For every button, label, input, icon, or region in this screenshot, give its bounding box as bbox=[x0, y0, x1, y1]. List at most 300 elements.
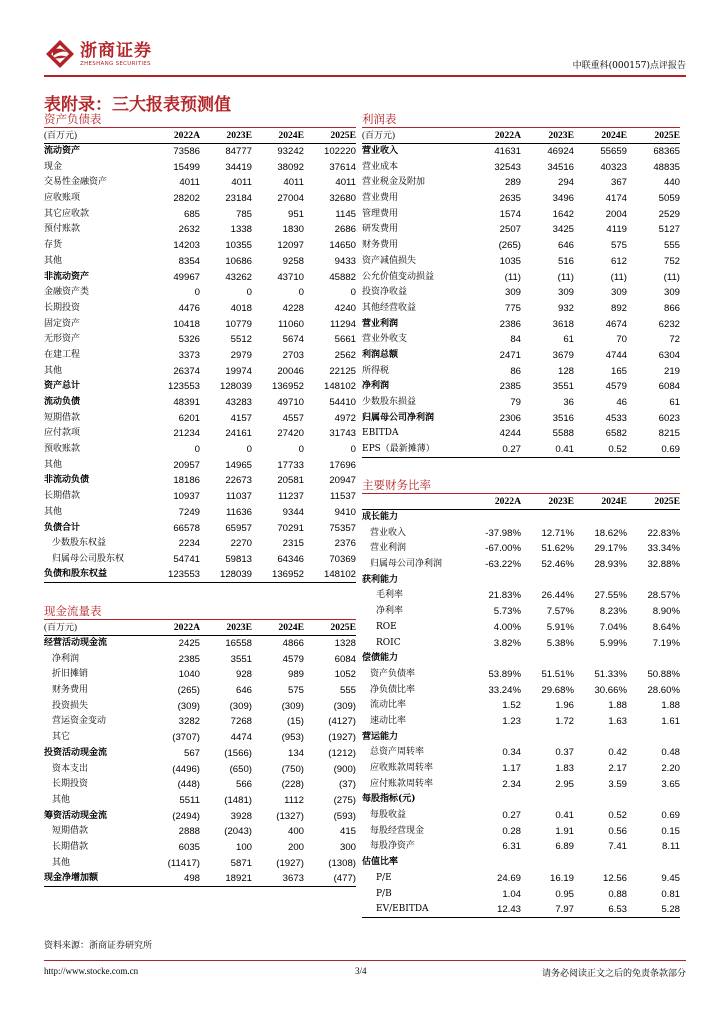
value-cell: 75357 bbox=[329, 522, 356, 534]
value-cell: (2043) bbox=[224, 826, 252, 838]
value-cell: 4011 bbox=[335, 177, 356, 189]
value-cell: 2979 bbox=[230, 349, 252, 361]
value-cell: 2888 bbox=[178, 826, 200, 838]
row-label: 筹资活动现金流 bbox=[44, 810, 108, 821]
value-cell: 4011 bbox=[231, 177, 252, 189]
value-cell: 26.44% bbox=[541, 590, 574, 602]
row-label: 净负债比率 bbox=[370, 684, 416, 695]
table-header-row bbox=[362, 494, 680, 510]
year-header: 2022A bbox=[494, 496, 521, 508]
value-cell: -37.98% bbox=[485, 527, 521, 539]
table-row bbox=[44, 871, 356, 887]
value-cell: 7249 bbox=[178, 506, 200, 518]
value-cell: 68365 bbox=[653, 146, 680, 158]
value-cell: 10937 bbox=[173, 491, 200, 503]
value-cell: 5588 bbox=[552, 428, 574, 440]
value-cell: 8.90% bbox=[652, 606, 680, 618]
table-row bbox=[362, 525, 680, 541]
value-cell: 10418 bbox=[173, 318, 200, 330]
value-cell: 100 bbox=[235, 841, 252, 853]
value-cell: 27.55% bbox=[594, 590, 627, 602]
page-number: 3/4 bbox=[355, 966, 367, 976]
value-cell: 12.43 bbox=[496, 903, 521, 915]
row-label: 净利润 bbox=[362, 381, 390, 392]
value-cell bbox=[468, 572, 521, 588]
value-cell: (750) bbox=[281, 763, 304, 775]
value-cell: 26374 bbox=[173, 365, 200, 377]
value-cell: 2425 bbox=[178, 638, 200, 650]
value-cell bbox=[574, 651, 627, 667]
value-cell: 5511 bbox=[179, 794, 200, 806]
table-row bbox=[44, 855, 356, 871]
value-cell: 0 bbox=[194, 287, 200, 299]
row-label: 交易性金融资产 bbox=[44, 177, 108, 188]
row-label: 金融资产类 bbox=[44, 287, 90, 298]
table-row bbox=[44, 238, 356, 254]
value-cell: 6023 bbox=[658, 412, 680, 424]
cash-flow-title: 现金流量表 bbox=[44, 603, 356, 620]
value-cell: 0.15 bbox=[661, 825, 680, 837]
year-header: 2024E bbox=[601, 130, 627, 142]
value-cell: 5.28 bbox=[661, 903, 680, 915]
value-cell: 11294 bbox=[330, 318, 356, 330]
table-header-row bbox=[44, 620, 356, 636]
value-cell: (265) bbox=[498, 240, 521, 252]
report-reference: 中联重科(000157)点评报告 bbox=[572, 61, 686, 71]
value-cell: 0.95 bbox=[555, 888, 574, 900]
value-cell: 4228 bbox=[282, 302, 304, 314]
value-cell: 1.88 bbox=[608, 700, 627, 712]
value-cell: 20947 bbox=[329, 475, 356, 487]
value-cell: (15) bbox=[286, 716, 304, 728]
value-cell bbox=[521, 792, 574, 808]
table-row bbox=[362, 745, 680, 761]
value-cell: 0.88 bbox=[608, 888, 627, 900]
row-label: 在建工程 bbox=[44, 349, 81, 360]
year-header: 2025E bbox=[654, 496, 680, 508]
row-label: 非流动资产 bbox=[44, 271, 90, 282]
value-cell: 36 bbox=[563, 397, 574, 409]
value-cell: 30.66% bbox=[594, 684, 627, 696]
table-row bbox=[362, 541, 680, 557]
value-cell: 11237 bbox=[278, 491, 304, 503]
value-cell: -67.00% bbox=[485, 543, 521, 555]
value-cell: 66578 bbox=[173, 522, 200, 534]
value-cell: 7.04% bbox=[599, 621, 627, 633]
table-row bbox=[362, 667, 680, 683]
value-cell: 8.23% bbox=[599, 606, 627, 618]
table-row bbox=[44, 363, 356, 379]
value-cell: (953) bbox=[281, 732, 304, 744]
row-label: 应收账款周转率 bbox=[370, 763, 434, 774]
value-cell bbox=[627, 510, 680, 526]
ratios-title: 主要财务比率 bbox=[362, 477, 680, 494]
value-cell: 9433 bbox=[334, 255, 356, 267]
value-cell: 2507 bbox=[499, 224, 521, 236]
table-row bbox=[362, 620, 680, 636]
table-row bbox=[362, 729, 680, 745]
value-cell: 40323 bbox=[600, 161, 627, 173]
table-row bbox=[362, 557, 680, 573]
table-row bbox=[362, 682, 680, 698]
value-cell: 1.72 bbox=[555, 715, 574, 727]
table-row bbox=[44, 840, 356, 856]
value-cell: 1328 bbox=[334, 638, 356, 650]
value-cell: 7.41 bbox=[608, 841, 627, 853]
value-cell: 51.62% bbox=[541, 543, 574, 555]
row-label: 短期借款 bbox=[52, 826, 89, 837]
value-cell: 6084 bbox=[334, 653, 356, 665]
value-cell: 3618 bbox=[552, 318, 574, 330]
value-cell: 165 bbox=[610, 365, 627, 377]
value-cell: 21234 bbox=[173, 428, 200, 440]
row-label: 折旧摊销 bbox=[52, 669, 89, 680]
value-cell: (265) bbox=[177, 685, 200, 697]
table-row bbox=[362, 588, 680, 604]
table-row bbox=[44, 175, 356, 191]
value-cell: 0.52 bbox=[608, 810, 627, 822]
value-cell: 2385 bbox=[499, 381, 521, 393]
value-cell: 46924 bbox=[547, 146, 574, 158]
value-cell: 0 bbox=[246, 287, 252, 299]
value-cell: 1052 bbox=[334, 669, 356, 681]
value-cell: 5674 bbox=[282, 334, 304, 346]
row-label: 少数股东权益 bbox=[52, 538, 107, 549]
row-label: 偿债能力 bbox=[362, 653, 399, 664]
table-row bbox=[44, 552, 356, 568]
table-row bbox=[44, 457, 356, 473]
value-cell: 123553 bbox=[167, 569, 200, 581]
value-cell: 516 bbox=[557, 255, 574, 267]
table-row bbox=[362, 714, 680, 730]
cash-flow-table bbox=[44, 620, 356, 887]
footer-divider bbox=[44, 960, 686, 961]
value-cell: 148102 bbox=[323, 381, 356, 393]
table-row bbox=[44, 426, 356, 442]
value-cell: 3373 bbox=[178, 349, 200, 361]
table-row bbox=[44, 520, 356, 536]
value-cell: 9258 bbox=[282, 255, 304, 267]
value-cell: 73586 bbox=[173, 146, 200, 158]
value-cell: 8354 bbox=[178, 255, 200, 267]
value-cell: 10779 bbox=[225, 318, 252, 330]
value-cell: 0.81 bbox=[661, 888, 680, 900]
value-cell: (309) bbox=[333, 700, 356, 712]
value-cell: (900) bbox=[333, 763, 356, 775]
year-header: 2023E bbox=[548, 496, 574, 508]
value-cell: 17696 bbox=[329, 459, 356, 471]
row-label: 经营活动现金流 bbox=[44, 638, 108, 649]
table-row bbox=[362, 206, 680, 222]
row-label: ROIC bbox=[376, 637, 401, 648]
row-label: 投资净收益 bbox=[362, 287, 408, 298]
table-row bbox=[44, 144, 356, 160]
value-cell: 17733 bbox=[277, 459, 304, 471]
value-cell: 3673 bbox=[282, 873, 304, 885]
value-cell bbox=[627, 855, 680, 871]
value-cell: 2.34 bbox=[502, 778, 521, 790]
value-cell: 27004 bbox=[277, 193, 304, 205]
row-label: 营运资金变动 bbox=[52, 716, 107, 727]
value-cell: 24.69 bbox=[496, 872, 521, 884]
value-cell: 12.71% bbox=[541, 527, 574, 539]
value-cell: 11037 bbox=[226, 491, 252, 503]
value-cell: 2632 bbox=[178, 224, 200, 236]
value-cell bbox=[574, 510, 627, 526]
value-cell: 892 bbox=[610, 302, 627, 314]
value-cell: 0.34 bbox=[502, 747, 521, 759]
row-label: 负债合计 bbox=[44, 522, 81, 533]
value-cell: 49967 bbox=[173, 271, 200, 283]
value-cell: 646 bbox=[557, 240, 574, 252]
row-label: P/E bbox=[376, 872, 392, 883]
value-cell: 22.83% bbox=[647, 527, 680, 539]
value-cell: 14203 bbox=[173, 240, 200, 252]
value-cell bbox=[574, 572, 627, 588]
value-cell: 21.83% bbox=[488, 590, 521, 602]
unit-label: (百万元) bbox=[362, 130, 395, 141]
year-header: 2023E bbox=[226, 130, 252, 142]
value-cell: 2471 bbox=[499, 349, 521, 361]
value-cell: 86 bbox=[510, 365, 521, 377]
value-cell bbox=[627, 651, 680, 667]
value-cell: 136952 bbox=[271, 569, 304, 581]
value-cell: 0.56 bbox=[608, 825, 627, 837]
value-cell: 0.42 bbox=[608, 747, 627, 759]
data-source-note: 资料来源：浙商证券研究所 bbox=[44, 941, 153, 951]
value-cell: 12097 bbox=[277, 240, 304, 252]
value-cell: 12.56 bbox=[602, 872, 627, 884]
website-link[interactable]: http://www.stocke.com.cn bbox=[44, 966, 139, 976]
value-cell: 10355 bbox=[225, 240, 252, 252]
row-label: 研发费用 bbox=[362, 224, 399, 235]
table-row bbox=[44, 698, 356, 714]
value-cell: 2.20 bbox=[661, 763, 680, 775]
value-cell: 1040 bbox=[178, 669, 200, 681]
value-cell: 11537 bbox=[330, 491, 356, 503]
row-label: 资产负债率 bbox=[370, 668, 416, 679]
value-cell: (4496) bbox=[172, 763, 200, 775]
row-label: 预付账款 bbox=[44, 224, 81, 235]
value-cell: 38092 bbox=[277, 161, 304, 173]
value-cell: 4674 bbox=[605, 318, 627, 330]
value-cell: 33.24% bbox=[488, 684, 521, 696]
row-label: 营业成本 bbox=[362, 161, 399, 172]
value-cell: 775 bbox=[504, 302, 521, 314]
value-cell: 6084 bbox=[658, 381, 680, 393]
table-row bbox=[362, 510, 680, 526]
row-label: 净利率 bbox=[376, 606, 404, 617]
table-row bbox=[362, 808, 680, 824]
value-cell: 646 bbox=[235, 685, 252, 697]
value-cell: 15499 bbox=[173, 161, 200, 173]
table-row bbox=[44, 730, 356, 746]
row-label: 长期投资 bbox=[44, 302, 81, 313]
value-cell bbox=[521, 510, 574, 526]
value-cell: 79 bbox=[510, 397, 521, 409]
value-cell: 6232 bbox=[658, 318, 680, 330]
value-cell: 93242 bbox=[277, 146, 304, 158]
value-cell: 0.52 bbox=[608, 443, 627, 455]
table-row bbox=[44, 301, 356, 317]
table-row bbox=[44, 254, 356, 270]
value-cell: 3.65 bbox=[661, 778, 680, 790]
table-row bbox=[44, 651, 356, 667]
value-cell: 1.23 bbox=[502, 715, 521, 727]
value-cell: 4866 bbox=[282, 638, 304, 650]
value-cell: 5127 bbox=[658, 224, 680, 236]
value-cell: 2529 bbox=[658, 208, 680, 220]
value-cell: 7.97 bbox=[555, 903, 574, 915]
table-row bbox=[44, 683, 356, 699]
row-label: 其他 bbox=[52, 857, 71, 868]
value-cell bbox=[574, 792, 627, 808]
value-cell: 65957 bbox=[225, 522, 252, 534]
row-label: 估值比率 bbox=[362, 857, 399, 868]
value-cell: 84 bbox=[510, 334, 521, 346]
value-cell: (650) bbox=[229, 763, 252, 775]
value-cell: 498 bbox=[183, 873, 200, 885]
value-cell: 7.57% bbox=[546, 606, 574, 618]
table-row bbox=[44, 285, 356, 301]
value-cell: 7.19% bbox=[652, 637, 680, 649]
value-cell: 309 bbox=[610, 287, 627, 299]
value-cell: (11417) bbox=[167, 857, 200, 869]
row-label: P/B bbox=[376, 888, 392, 899]
row-label: 流动资产 bbox=[44, 146, 81, 157]
table-row bbox=[44, 824, 356, 840]
value-cell: 3.59 bbox=[608, 778, 627, 790]
table-header-row bbox=[362, 128, 680, 144]
table-row bbox=[44, 395, 356, 411]
value-cell: 785 bbox=[235, 208, 252, 220]
table-row bbox=[362, 144, 680, 160]
value-cell: 51.33% bbox=[594, 668, 627, 680]
row-label: 资产总计 bbox=[44, 381, 81, 392]
value-cell: 566 bbox=[235, 779, 252, 791]
table-row bbox=[44, 667, 356, 683]
row-label: 营运能力 bbox=[362, 731, 399, 742]
value-cell: (1308) bbox=[328, 857, 356, 869]
row-label: 所得税 bbox=[362, 365, 390, 376]
table-row bbox=[362, 222, 680, 238]
value-cell: 43710 bbox=[277, 271, 304, 283]
balance-sheet-title: 资产负债表 bbox=[44, 111, 356, 128]
value-cell: (1927) bbox=[328, 732, 356, 744]
value-cell: 0.69 bbox=[661, 443, 680, 455]
value-cell: 300 bbox=[339, 841, 356, 853]
table-row bbox=[362, 839, 680, 855]
value-cell: 3551 bbox=[552, 381, 574, 393]
table-row bbox=[44, 332, 356, 348]
value-cell bbox=[627, 792, 680, 808]
table-row bbox=[44, 777, 356, 793]
table-row bbox=[44, 567, 356, 583]
value-cell: 575 bbox=[287, 685, 304, 697]
value-cell: 400 bbox=[287, 826, 304, 838]
value-cell: 555 bbox=[339, 685, 356, 697]
value-cell: 32680 bbox=[329, 193, 356, 205]
value-cell bbox=[521, 572, 574, 588]
value-cell: 61 bbox=[669, 397, 680, 409]
row-label: 投资活动现金流 bbox=[44, 747, 108, 758]
table-row bbox=[362, 651, 680, 667]
row-label: 应收账项 bbox=[44, 193, 81, 204]
value-cell bbox=[627, 729, 680, 745]
value-cell: 2385 bbox=[178, 653, 200, 665]
value-cell: 29.68% bbox=[541, 684, 574, 696]
value-cell: 1.83 bbox=[555, 763, 574, 775]
row-label: 负债和股东权益 bbox=[44, 569, 108, 580]
table-row bbox=[44, 269, 356, 285]
table-row bbox=[362, 855, 680, 871]
table-row bbox=[362, 698, 680, 714]
page-header bbox=[44, 36, 686, 76]
value-cell: 27420 bbox=[277, 428, 304, 440]
value-cell: 2686 bbox=[334, 224, 356, 236]
value-cell: 5.91% bbox=[546, 621, 574, 633]
value-cell: 2270 bbox=[230, 538, 252, 550]
table-row bbox=[362, 301, 680, 317]
value-cell: 102220 bbox=[323, 146, 356, 158]
value-cell: 4244 bbox=[499, 428, 521, 440]
value-cell: 64346 bbox=[277, 553, 304, 565]
value-cell: 11636 bbox=[226, 506, 252, 518]
value-cell: 1.96 bbox=[555, 700, 574, 712]
logo-mark-icon bbox=[44, 38, 76, 70]
value-cell: 7268 bbox=[230, 716, 252, 728]
value-cell: 555 bbox=[663, 240, 680, 252]
table-row bbox=[362, 395, 680, 411]
row-label: 现金 bbox=[44, 161, 63, 172]
table-row bbox=[362, 254, 680, 270]
table-row bbox=[44, 442, 356, 458]
value-cell: 84777 bbox=[225, 146, 252, 158]
value-cell: 0 bbox=[298, 287, 304, 299]
value-cell bbox=[468, 855, 521, 871]
value-cell: 34516 bbox=[547, 161, 574, 173]
value-cell: 6.53 bbox=[608, 903, 627, 915]
row-label: 其它应收款 bbox=[44, 208, 90, 219]
value-cell: 5661 bbox=[334, 334, 356, 346]
table-row bbox=[362, 792, 680, 808]
value-cell: 866 bbox=[663, 302, 680, 314]
value-cell: 951 bbox=[287, 208, 304, 220]
table-row bbox=[362, 776, 680, 792]
table-row bbox=[362, 572, 680, 588]
row-label: 资产减值损失 bbox=[362, 255, 417, 266]
value-cell: 289 bbox=[504, 177, 521, 189]
value-cell: 1338 bbox=[230, 224, 252, 236]
value-cell bbox=[468, 651, 521, 667]
value-cell bbox=[468, 729, 521, 745]
row-label: 流动负债 bbox=[44, 397, 81, 408]
value-cell: 54410 bbox=[329, 397, 356, 409]
value-cell: (2494) bbox=[172, 810, 200, 822]
value-cell: 61 bbox=[563, 334, 574, 346]
value-cell: (593) bbox=[333, 810, 356, 822]
value-cell: 3496 bbox=[552, 193, 574, 205]
value-cell: 48391 bbox=[173, 397, 200, 409]
value-cell: 4557 bbox=[282, 412, 304, 424]
row-label: 公允价值变动损益 bbox=[362, 271, 435, 282]
table-row bbox=[362, 348, 680, 364]
value-cell: 136952 bbox=[271, 381, 304, 393]
value-cell: 37614 bbox=[329, 161, 356, 173]
value-cell: 1.91 bbox=[555, 825, 574, 837]
value-cell: (3707) bbox=[172, 732, 200, 744]
value-cell: 2.95 bbox=[555, 778, 574, 790]
